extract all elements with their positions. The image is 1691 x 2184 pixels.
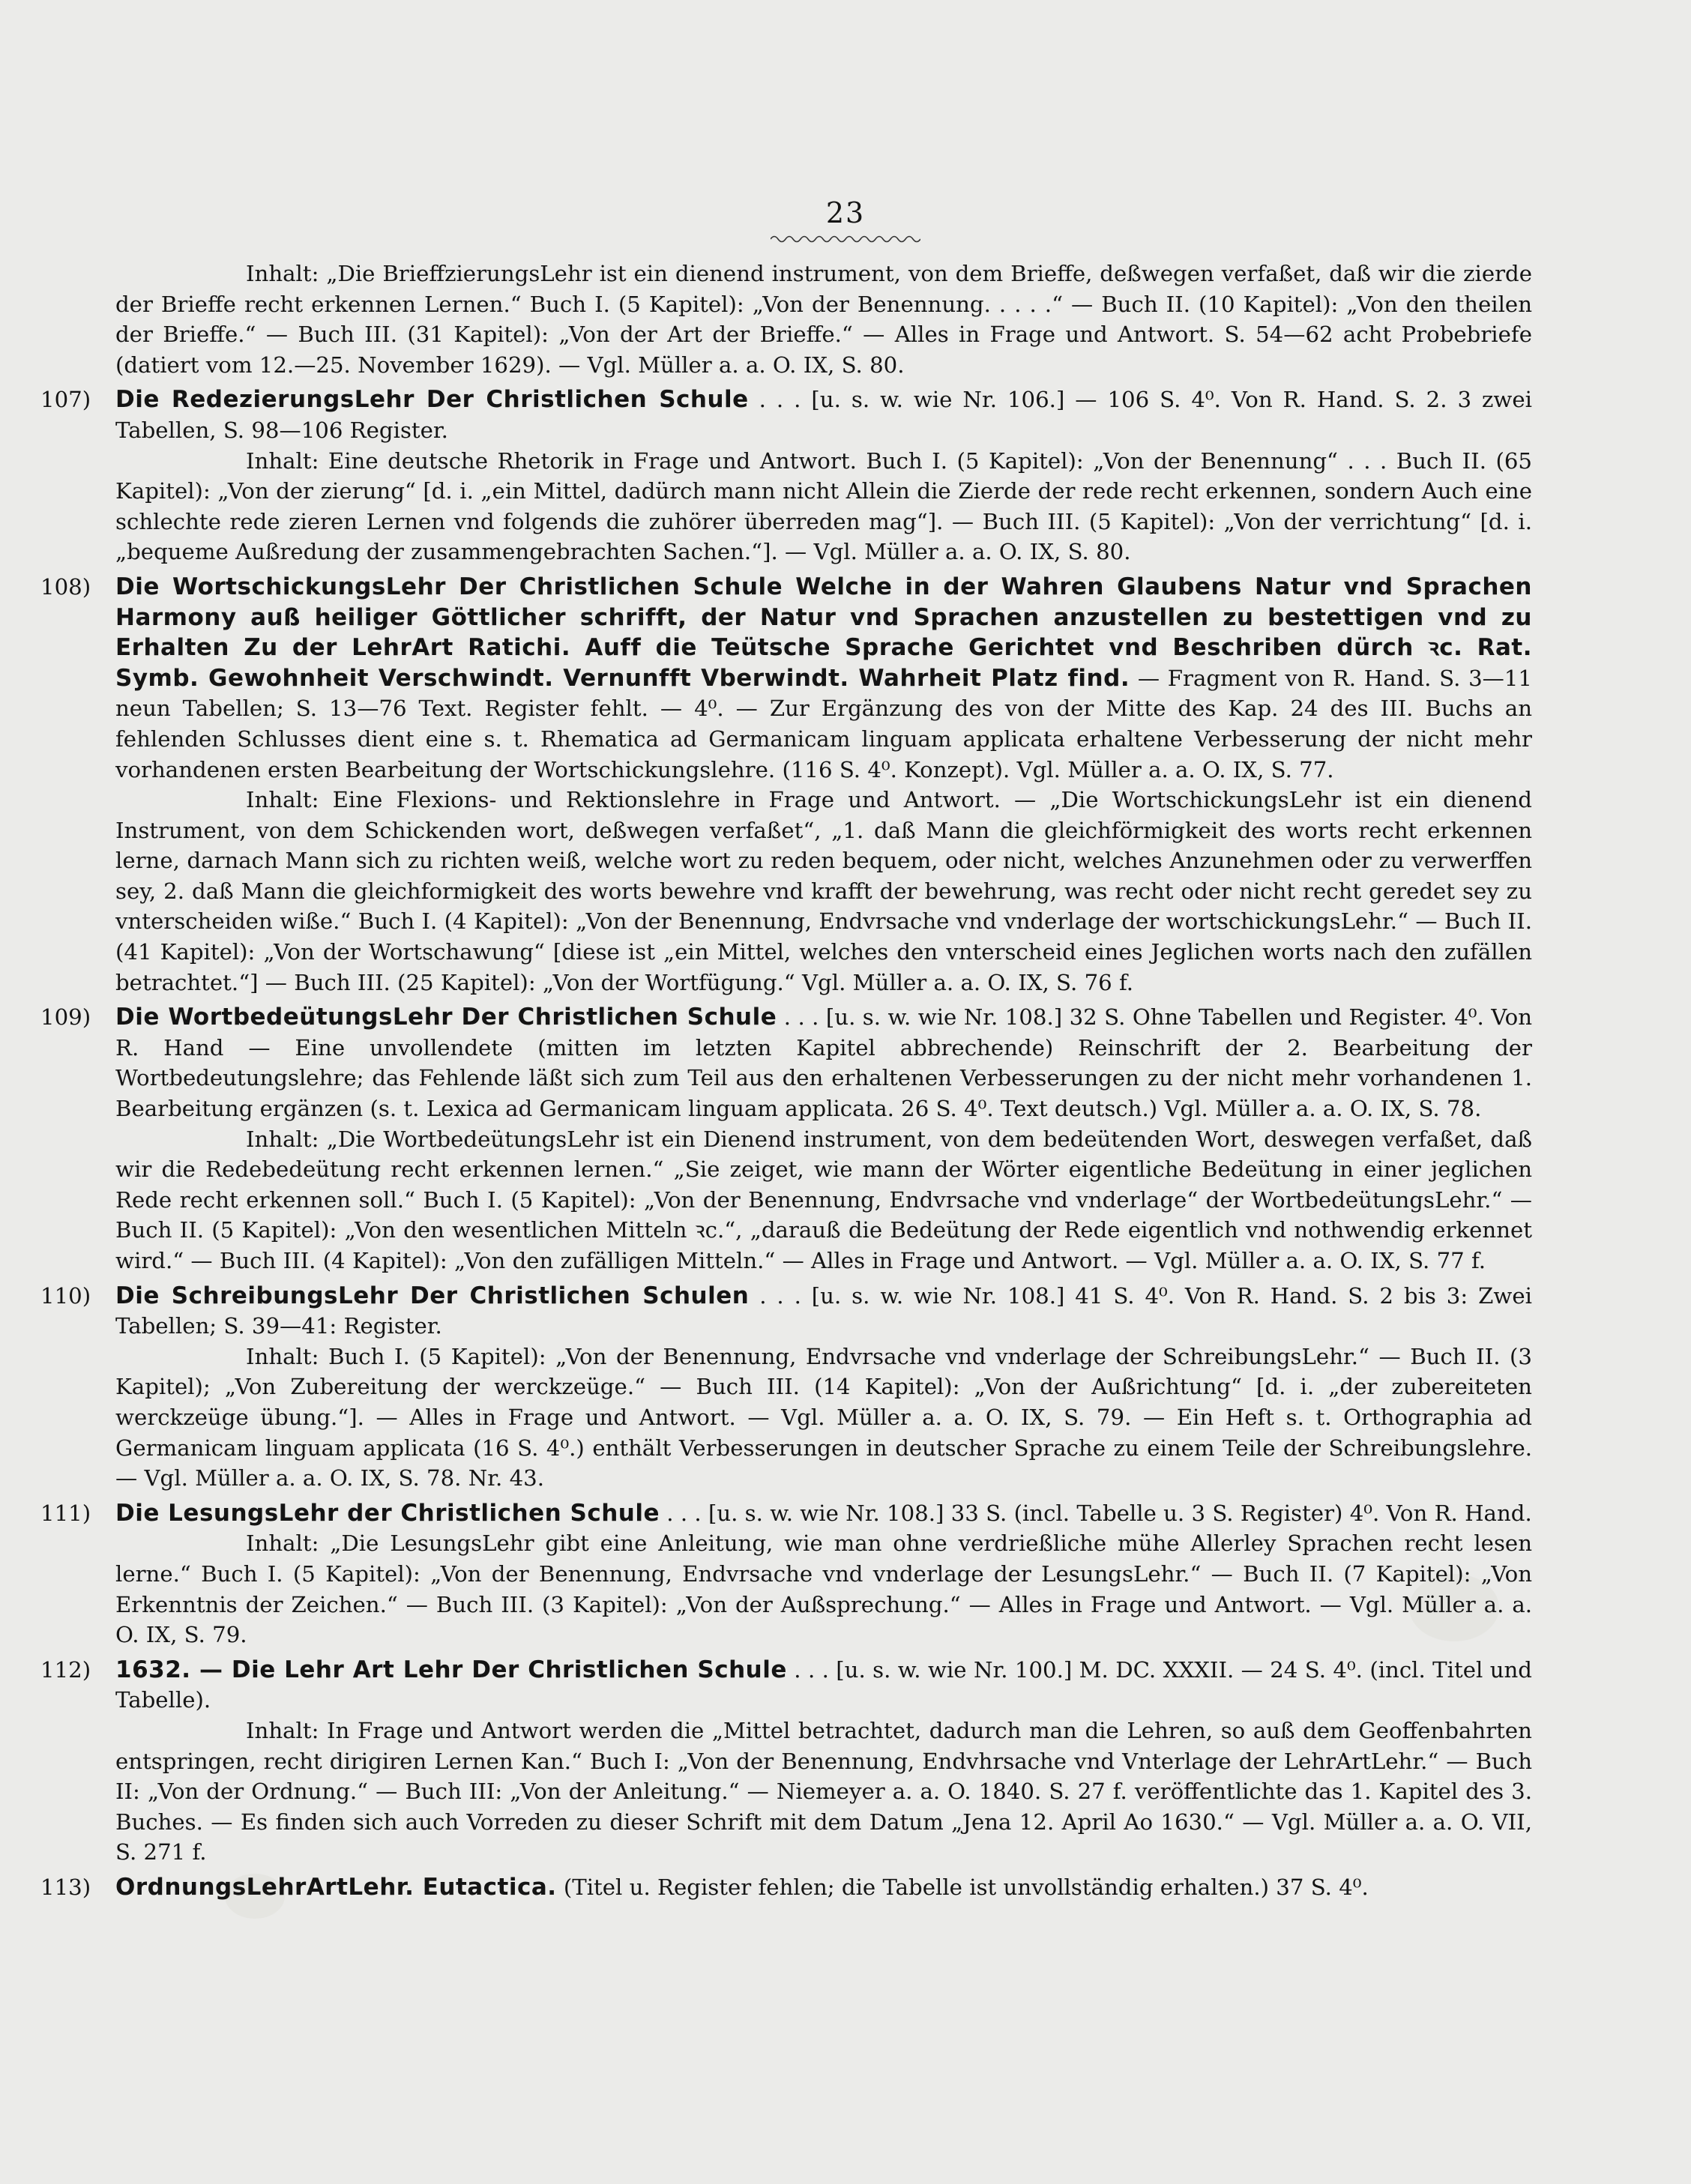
entry-title: Die SchreibungsLehr Der Christlichen Schulen	[115, 1282, 750, 1309]
entry-number: 110)	[40, 1282, 91, 1309]
entry-description: . . . [u. s. w. wie Nr. 100.] M. DC. XXXII. — 24 S. 4⁰. (incl. Titel und Tabelle).	[115, 1656, 1532, 1713]
entry-107	[40, 384, 1532, 567]
entry-content: Inhalt: „Die LesungsLehr gibt eine Anleitung, wie man ohne verdrießliche mühe Allerley Sprachen recht lesen lerne.“ Buch I. (5 Kapitel): „Von der Benennung, Endvrsache vnd vnderlage der LesungsLehr.“ — Buch II. (7 Kapitel): „Von Erkenntnis der Zeichen.“ — Buch III. (3 Kapitel): „Von der Außsprechung.“ — Alles in Frage und Antwort. — Vgl. Müller a. a. O. IX, S. 79.	[115, 1530, 1532, 1648]
entry-108	[40, 572, 1532, 998]
intro-paragraph: Inhalt: „Die BrieffzierungsLehr ist ein dienend instrument, von dem Brieffe, deßwegen verfaßet, daß wir die zierde der Brieffe recht erkennen Lernen.“ Buch I. (5 Kapitel): „Von der Benennung. . . . .“ — Buch II. (10 Kapitel): „Von den theilen der Brieffe.“ — Buch III. (31 Kapitel): „Von der Art der Brieffe.“ — Alles in Frage und Antwort. S. 54—62 acht Probebriefe (datiert vom 12.—25. November 1629). — Vgl. Müller a. a. O. IX, S. 80.	[115, 261, 1532, 378]
entry-description: . . . [u. s. w. wie Nr. 108.] 41 S. 4⁰. Von R. Hand. S. 2 bis 3: Zwei Tabellen; S. 39—41: Register.	[115, 1282, 1532, 1339]
page-number: 23	[825, 196, 866, 229]
entry-description: (Titel u. Register fehlen; die Tabelle ist unvollständig erhalten.) 37 S. 4⁰.	[556, 1874, 1369, 1900]
entry-number: 109)	[40, 1004, 91, 1031]
entry-number: 113)	[40, 1874, 91, 1900]
entry-content: Inhalt: Eine Flexions- und Rektionslehre in Frage und Antwort. — „Die WortschickungsLehr ist ein dienend Instrument, von dem Schickenden wort, deßwegen verfaßet“, „1. daß Mann die gleichförmigkeit des worts recht erkennen lerne, darnach Mann sich zu richten weiß, welche wort zu reden bequem, oder nicht, welches Anzunehmen oder zu verwerffen sey, 2. daß Mann die gleichformigkeit des worts bewehre vnd krafft der bewehrung, was recht oder nicht recht geredet sey zu vnterscheiden wiße.“ Buch I. (4 Kapitel): „Von der Benennung, Endvrsache vnd vnderlage der wortschickungsLehr.“ — Buch II. (41 Kapitel): „Von der Wortschawung“ [diese ist „ein Mittel, welches den vnterscheid eines Jeglichen worts nach den zufällen betrachtet.“] — Buch III. (25 Kapitel): „Von der Wortfügung.“ Vgl. Müller a. a. O. IX, S. 76 f.	[115, 787, 1532, 995]
entry-title: Die WortbedeütungsLehr Der Christlichen Schule	[115, 1004, 777, 1031]
entry-110	[40, 1281, 1532, 1494]
entry-heading	[40, 1281, 1532, 1342]
entry-content: Inhalt: Buch I. (5 Kapitel): „Von der Benennung, Endvrsache vnd vnderlage der SchreibungsLehr.“ — Buch II. (3 Kapitel); „Von Zubereitung der werckzeüge.“ — Buch III. (14 Kapitel): „Von der Außrichtung“ [d. i. „der zubereiteten werckzeüge übung.“]. — Alles in Frage und Antwort. — Vgl. Müller a. a. O. IX, S. 79. — Ein Heft s. t. Orthographia ad Germanicam linguam applicata (16 S. 4⁰.) enthält Verbesserungen in deutscher Sprache zu einem Teile der Schreibungslehre. — Vgl. Müller a. a. O. IX, S. 78. Nr. 43.	[115, 1343, 1532, 1491]
entry-title: Die WortschickungsLehr Der Christlichen Schule Welche in der Wahren Glaubens Natur vnd Sprachen Harmony auß heiliger Göttlicher schrifft, der Natur vnd Sprachen anzustellen zu bestettigen vnd zu Erhalten Zu der LehrArt Ratichi. Auff die Teütsche Sprache Gerichtet vnd Beschriben dürch ꝛc. Rat. Symb. Gewohnheit Verschwindt. Vernunfft Vberwindt. Wahrheit Platz find.	[115, 573, 1532, 692]
entry-111	[40, 1498, 1532, 1650]
entry-description: — Fragment von R. Hand. S. 3—11 neun Tabellen; S. 13—76 Text. Register fehlt. — 4⁰. — Zur Ergänzung des von der Mitte des Kap. 24 des III. Buchs an fehlenden Schlusses dient eine s. t. Rhematica ad Germanicam linguam applicata erhaltene Verbesserung der nicht mehr vorhandenen ersten Bearbeitung der Wortschickungslehre. (116 S. 4⁰. Konzept). Vgl. Müller a. a. O. IX, S. 77.	[115, 665, 1532, 782]
entry-heading	[40, 1002, 1532, 1123]
entry-heading	[40, 1498, 1532, 1529]
wavy-rule-ornament	[771, 234, 920, 244]
entry-heading	[40, 1655, 1532, 1716]
entry-number: 108)	[40, 573, 91, 600]
entry-title: Die RedezierungsLehr Der Christlichen Schule	[115, 386, 749, 414]
entry-heading	[40, 384, 1532, 445]
bibliography-body	[40, 259, 1532, 1902]
entry-title: Die LesungsLehr der Christlichen Schule	[115, 1499, 660, 1527]
entry-description: . . . [u. s. w. wie Nr. 108.] 33 S. (incl. Tabelle u. 3 S. Register) 4⁰. Von R. Hand.	[660, 1500, 1532, 1526]
entry-content: Inhalt: „Die WortbedeütungsLehr ist ein Dienend instrument, von dem bedeütenden Wort, deswegen verfaßet, daß wir die Redebedeütung recht erkennen lernen.“ „Sie zeiget, wie mann der Wörter eigentliche Bedeütung in einer jeglichen Rede recht erkennen soll.“ Buch I. (5 Kapitel): „Von der Benennung, Endvrsache vnd vnderlage“ der WortbedeütungsLehr.“ — Buch II. (5 Kapitel): „Von den wesentlichen Mitteln ꝛc.“, „darauß die Bedeütung der Rede eigentlich vnd nothwendig erkennet wird.“ — Buch III. (4 Kapitel): „Von den zufälligen Mitteln.“ — Alles in Frage und Antwort. — Vgl. Müller a. a. O. IX, S. 77 f.	[115, 1126, 1532, 1273]
entry-112	[40, 1655, 1532, 1868]
entry-heading	[40, 1872, 1532, 1903]
entry-content: Inhalt: In Frage und Antwort werden die „Mittel betrachtet, dadurch man die Lehren, so auß dem Geoffenbahrten entspringen, recht dirigiren Lernen Kan.“ Buch I: „Von der Benennung, Endvhrsache vnd Vnterlage der LehrArtLehr.“ — Buch II: „Von der Ordnung.“ — Buch III: „Von der Anleitung.“ — Niemeyer a. a. O. 1840. S. 27 f. veröffentlichte das 1. Kapitel des 3. Buches. — Es finden sich auch Vorreden zu dieser Schrift mit dem Datum „Jena 12. April Ao 1630.“ — Vgl. Müller a. a. O. VII, S. 271 f.	[115, 1717, 1532, 1865]
entry-title: 1632. — Die Lehr Art Lehr Der Christlichen Schule	[115, 1656, 787, 1683]
entry-113	[40, 1872, 1532, 1903]
entry-heading	[40, 572, 1532, 785]
entry-description: . . . [u. s. w. wie Nr. 106.] — 106 S. 4⁰. Von R. Hand. S. 2. 3 zwei Tabellen, S. 98—106 Register.	[115, 387, 1532, 443]
entry-description: . . . [u. s. w. wie Nr. 108.] 32 S. Ohne Tabellen und Register. 4⁰. Von R. Hand — Eine unvollendete (mitten im letzten Kapitel abbrechende) Reinschrift der 2. Bearbeitung der Wortbedeutungslehre; das Fehlende läßt sich zum Teil aus den erhaltenen Verbesserungen zu der nicht mehr vorhandenen 1. Bearbeitung ergänzen (s. t. Lexica ad Germanicam linguam applicata. 26 S. 4⁰. Text deutsch.) Vgl. Müller a. a. O. IX, S. 78.	[115, 1004, 1532, 1122]
entry-number: 112)	[40, 1656, 91, 1683]
entry-number: 111)	[40, 1500, 91, 1526]
entry-content: Inhalt: Eine deutsche Rhetorik in Frage und Antwort. Buch I. (5 Kapitel): „Von der Benennung“ . . . Buch II. (65 Kapitel): „Von der zierung“ [d. i. „ein Mittel, dadürch mann nicht Allein die Zierde der rede recht erkennen, sondern Auch eine schlechte rede zieren Lernen vnd folgends die zuhörer überreden mag“]. — Buch III. (5 Kapitel): „Von der verrichtung“ [d. i. „bequeme Außredung der zusammengebrachten Sachen.“]. — Vgl. Müller a. a. O. IX, S. 80.	[115, 447, 1532, 565]
entry-number: 107)	[40, 387, 91, 413]
entry-title: OrdnungsLehrArtLehr. Eutactica.	[115, 1873, 557, 1901]
entry-109	[40, 1002, 1532, 1276]
